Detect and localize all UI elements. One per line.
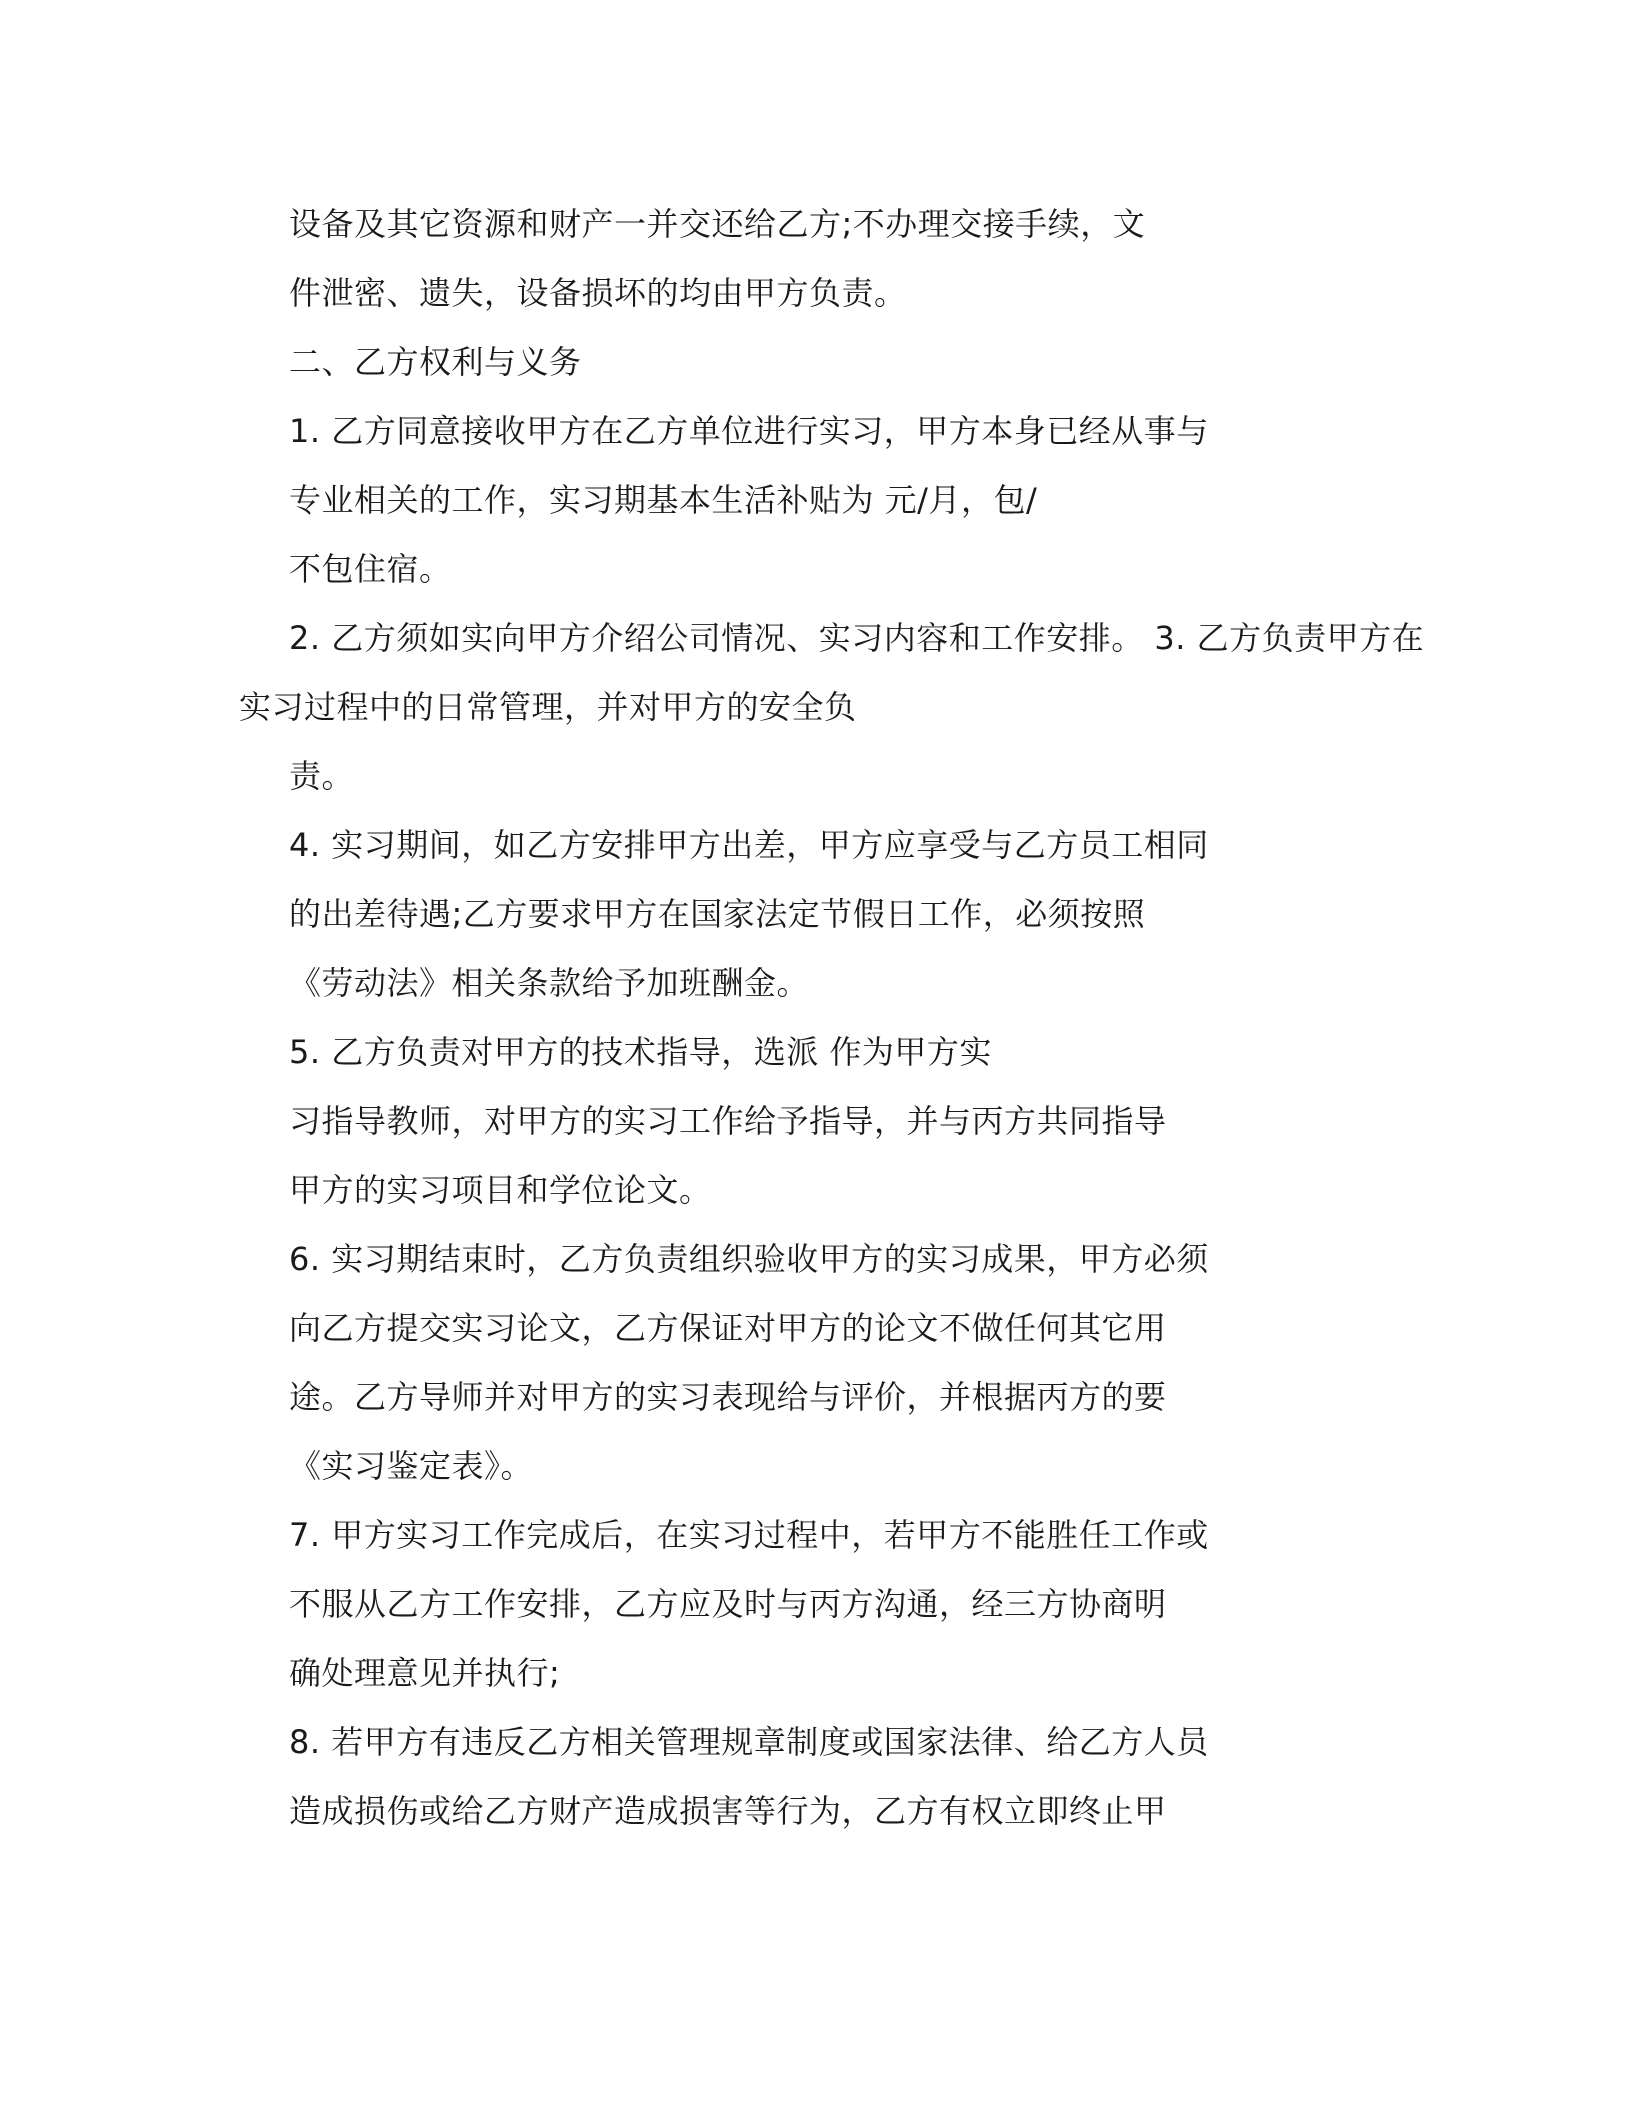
text-line: 6. 实习期结束时，乙方负责组织验收甲方的实习成果，甲方必须 <box>289 1240 1209 1278</box>
text-line: 4. 实习期间，如乙方安排甲方出差，甲方应享受与乙方员工相同 <box>289 826 1209 864</box>
text-line: 实习过程中的日常管理，并对甲方的安全负 <box>239 688 857 726</box>
text-line: 不服从乙方工作安排，乙方应及时与丙方沟通，经三方协商明 <box>289 1585 1167 1623</box>
text-line: 7. 甲方实习工作完成后，在实习过程中，若甲方不能胜任工作或 <box>289 1516 1209 1554</box>
text-line: 造成损伤或给乙方财产造成损害等行为，乙方有权立即终止甲 <box>289 1792 1167 1830</box>
text-line: 习指导教师，对甲方的实习工作给予指导，并与丙方共同指导 <box>289 1102 1167 1140</box>
text-line: 甲方的实习项目和学位论文。 <box>289 1171 712 1209</box>
text-line: 途。乙方导师并对甲方的实习表现给与评价，并根据丙方的要 <box>289 1378 1167 1416</box>
text-line: 不包住宿。 <box>289 550 452 588</box>
text-line: 8. 若甲方有违反乙方相关管理规章制度或国家法律、给乙方人员 <box>289 1723 1209 1761</box>
text-line: 5. 乙方负责对甲方的技术指导，选派 作为甲方实 <box>289 1033 992 1071</box>
text-line: 确处理意见并执行; <box>289 1654 561 1692</box>
text-line: 《劳动法》相关条款给予加班酬金。 <box>289 964 810 1002</box>
text-line: 1. 乙方同意接收甲方在乙方单位进行实习，甲方本身已经从事与 <box>289 412 1209 450</box>
text-line: 向乙方提交实习论文，乙方保证对甲方的论文不做任何其它用 <box>289 1309 1167 1347</box>
text-line: 专业相关的工作，实习期基本生活补贴为 元/月，包/ <box>289 481 1038 519</box>
text-line: 责。 <box>289 757 355 795</box>
section-heading: 二、乙方权利与义务 <box>289 343 582 381</box>
text-line: 2. 乙方须如实向甲方介绍公司情况、实习内容和工作安排。 3. 乙方负责甲方在 <box>289 619 1425 657</box>
text-line: 《实习鉴定表》。 <box>289 1447 534 1485</box>
text-line: 件泄密、遗失，设备损坏的均由甲方负责。 <box>289 274 907 312</box>
text-line: 设备及其它资源和财产一并交还给乙方;不办理交接手续，文 <box>289 205 1146 243</box>
text-line: 的出差待遇;乙方要求甲方在国家法定节假日工作，必须按照 <box>289 895 1146 933</box>
